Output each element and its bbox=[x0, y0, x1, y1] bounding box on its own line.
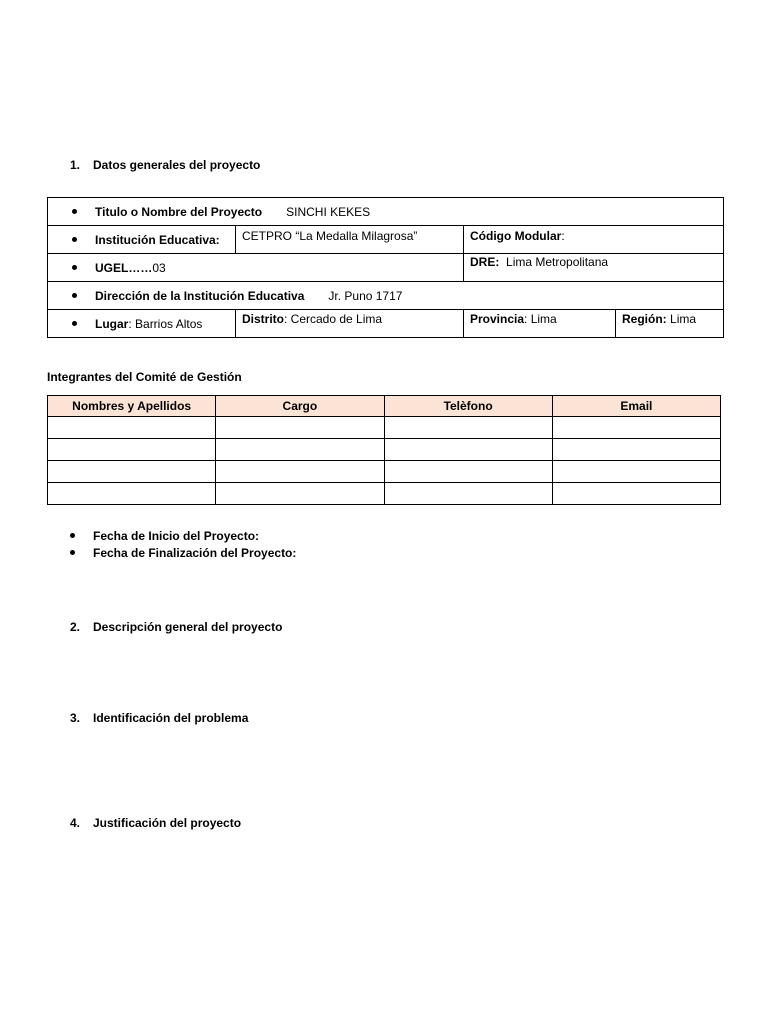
section-1-heading bbox=[70, 158, 260, 172]
provincia-value: : Lima bbox=[524, 312, 557, 326]
section-3-title: Identificación del problema bbox=[93, 711, 249, 725]
direccion-cell bbox=[48, 282, 724, 310]
table-cell[interactable] bbox=[552, 483, 720, 505]
distrito-value: : Cercado de Lima bbox=[284, 312, 383, 326]
fecha-inicio-label: Fecha de Inicio del Proyecto: bbox=[93, 529, 260, 543]
members-title: Integrantes del Comité de Gestión bbox=[47, 370, 242, 384]
info-row-lugar bbox=[48, 310, 724, 338]
table-row bbox=[48, 483, 721, 505]
table-cell[interactable] bbox=[216, 461, 384, 483]
direccion-value: Jr. Puno 1717 bbox=[328, 289, 403, 303]
table-row bbox=[48, 439, 721, 461]
table-row bbox=[48, 417, 721, 439]
provincia-label: Provincia bbox=[470, 312, 525, 326]
section-1-number: 1. bbox=[70, 158, 81, 172]
general-info-table bbox=[47, 197, 724, 338]
members-header-cell: Nombres y Apellidos bbox=[48, 396, 216, 417]
table-cell[interactable] bbox=[216, 439, 384, 461]
section-3-number: 3. bbox=[70, 711, 81, 725]
codigo-colon: : bbox=[561, 229, 565, 243]
institucion-value: CETPRO “La Medalla Milagrosa” bbox=[242, 229, 418, 243]
table-row bbox=[48, 461, 721, 483]
distrito-cell bbox=[236, 310, 464, 338]
table-cell[interactable] bbox=[384, 461, 552, 483]
members-header-cell: Cargo bbox=[216, 396, 384, 417]
section-4-heading bbox=[70, 816, 241, 830]
titulo-value: SINCHI KEKES bbox=[286, 205, 371, 219]
dre-value: Lima Metropolitana bbox=[506, 255, 609, 269]
section-2-title: Descripción general del proyecto bbox=[93, 620, 283, 634]
table-cell[interactable] bbox=[216, 417, 384, 439]
section-1-title: Datos generales del proyecto bbox=[93, 158, 261, 172]
codigo-label: Código Modular bbox=[470, 229, 562, 243]
bullet-icon bbox=[72, 321, 77, 326]
provincia-cell bbox=[464, 310, 616, 338]
table-cell[interactable] bbox=[216, 483, 384, 505]
institucion-value-cell bbox=[236, 226, 464, 254]
table-cell[interactable] bbox=[384, 439, 552, 461]
dre-cell bbox=[464, 254, 724, 282]
bullet-icon bbox=[70, 533, 75, 538]
section-3-heading bbox=[70, 711, 248, 725]
titulo-label: Titulo o Nombre del Proyecto bbox=[95, 205, 263, 219]
table-cell[interactable] bbox=[48, 439, 216, 461]
institucion-label: Institución Educativa: bbox=[95, 233, 220, 247]
bullet-icon bbox=[72, 265, 77, 270]
info-row-direccion bbox=[48, 282, 724, 310]
table-cell[interactable] bbox=[552, 461, 720, 483]
section-2-heading bbox=[70, 620, 282, 634]
bullet-icon bbox=[70, 550, 75, 555]
bullet-icon bbox=[72, 209, 77, 214]
distrito-label: Distrito bbox=[242, 312, 284, 326]
table-cell[interactable] bbox=[552, 439, 720, 461]
members-header-row bbox=[48, 396, 721, 417]
titulo-cell bbox=[48, 198, 724, 226]
table-cell[interactable] bbox=[552, 417, 720, 439]
fecha-inicio-item bbox=[70, 529, 259, 543]
info-row-institucion bbox=[48, 226, 724, 254]
region-label: Región: bbox=[622, 312, 667, 326]
codigo-cell bbox=[464, 226, 724, 254]
table-cell[interactable] bbox=[48, 483, 216, 505]
members-header-cell: Telèfono bbox=[384, 396, 552, 417]
members-header-cell: Email bbox=[552, 396, 720, 417]
lugar-label: Lugar bbox=[95, 317, 129, 331]
members-table bbox=[47, 395, 721, 505]
lugar-value: : Barrios Altos bbox=[128, 317, 203, 331]
section-4-number: 4. bbox=[70, 816, 81, 830]
section-4-title: Justificación del proyecto bbox=[93, 816, 242, 830]
info-row-ugel bbox=[48, 254, 724, 282]
ugel-value: 03 bbox=[152, 261, 166, 275]
institucion-label-cell bbox=[48, 226, 236, 254]
direccion-label: Dirección de la Institución Educativa bbox=[95, 289, 305, 303]
dre-label: DRE: bbox=[470, 255, 500, 269]
fecha-fin-item bbox=[70, 546, 296, 560]
ugel-label: UGEL…… bbox=[95, 261, 153, 275]
bullet-icon bbox=[72, 237, 77, 242]
table-cell[interactable] bbox=[384, 417, 552, 439]
table-cell[interactable] bbox=[48, 461, 216, 483]
region-value: Lima bbox=[670, 312, 697, 326]
lugar-cell bbox=[48, 310, 236, 338]
fecha-fin-label: Fecha de Finalización del Proyecto: bbox=[93, 546, 297, 560]
bullet-icon bbox=[72, 293, 77, 298]
region-cell bbox=[616, 310, 724, 338]
table-cell[interactable] bbox=[384, 483, 552, 505]
info-row-titulo bbox=[48, 198, 724, 226]
ugel-cell bbox=[48, 254, 464, 282]
table-cell[interactable] bbox=[48, 417, 216, 439]
section-2-number: 2. bbox=[70, 620, 81, 634]
